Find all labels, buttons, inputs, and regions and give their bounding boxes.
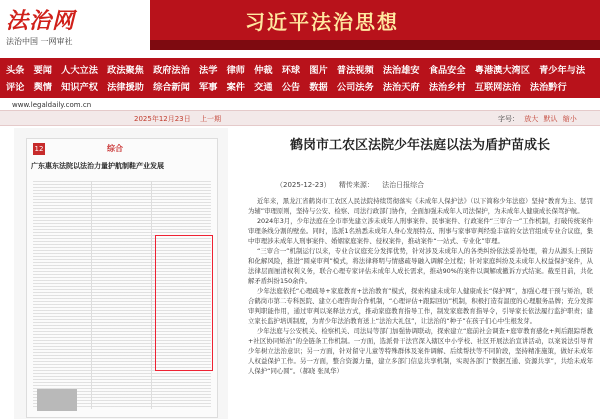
page-photo xyxy=(37,389,77,411)
nav-item[interactable]: 公司法务 xyxy=(336,82,374,93)
main-nav xyxy=(0,58,600,98)
page-thumbnail-panel xyxy=(14,128,228,419)
article-author: 精传来源： xyxy=(338,181,374,189)
nav-item[interactable]: 图片 xyxy=(309,65,328,76)
nav-item[interactable]: 青少年与法 xyxy=(539,65,586,76)
article-paragraph: 少年法庭依托“心理疏导+家庭教育+法治教育”模式，探索构建未成年人健康成长“保护网”，加强心理干预与矫治，联合鹤岗市第二专科医院、建立心理咨询合作机制，“心理评估+跟踪回访”机制，积极打造有温度的心理服务品牌；充分发挥审判职能作用，通过审判以案释法方式，推动家庭教育指导工作，制发家庭教育指导令，引导家长依法履行监护职责；建立家长监护培训制度，为青少年法治教育送上“法治大礼包”，让法治的“种子”在孩子们心中生根发芽。 xyxy=(248,287,593,325)
site-logo[interactable]: 法治网 xyxy=(6,8,76,34)
prev-issue-link[interactable]: 上一期 xyxy=(200,115,221,123)
article-paragraph: 近年来，黑龙江省鹤岗市工农区人民法院持续贯彻落实《未成年人保护法》（以下简称少年法庭）坚持“教育为主、惩罚为辅”审理原则，坚持与公安、检察、司法行政部门协作，全面加强未成年人司法保护，为未成年人健康成长保驾护航。 xyxy=(248,197,593,215)
page-section: 综合 xyxy=(107,144,123,153)
article-body xyxy=(248,196,593,376)
article-source: 法治日报综合 xyxy=(382,181,425,189)
nav-item[interactable]: 公告 xyxy=(281,82,301,93)
issue-date[interactable]: 2025年12月23日 xyxy=(134,115,191,123)
nav-item[interactable]: 互联网法治 xyxy=(474,82,521,93)
site-slogan: 法治中国 一网审社 xyxy=(6,37,73,46)
date-bar xyxy=(0,110,600,126)
article-title: 鹤岗市工农区法院少年法庭以法为盾护苗成长 xyxy=(289,138,550,153)
font-enlarge-link[interactable]: 放大 xyxy=(524,115,539,123)
nav-item[interactable]: 政府法治 xyxy=(153,65,190,76)
newspaper-page-scan[interactable] xyxy=(26,138,218,418)
nav-item[interactable]: 法治雄安 xyxy=(382,65,420,76)
nav-item[interactable]: 法学 xyxy=(199,65,218,76)
nav-item[interactable]: 军事 xyxy=(199,82,218,93)
nav-row-1 xyxy=(6,62,591,78)
font-size-control xyxy=(498,114,577,124)
banner-title: 习近平法治思想 xyxy=(245,10,399,34)
nav-item[interactable]: 评论 xyxy=(6,82,25,93)
nav-item[interactable]: 仲裁 xyxy=(254,65,273,76)
nav-item[interactable]: 要闻 xyxy=(33,65,52,76)
article-paragraph: 2024年3月，少年法庭在全市率先建立涉未成年人刑事案件、民事案件、行政案件“三审合一”工作机制，打破传统案件审理条线分割的壁垒。同时，选派1名熟悉未成年人身心发展特点、刑事与家事审判经验丰富的女法官组成专业合议庭，集中审理涉未成年人刑事案件、婚姻家庭案件、侵权案件，推动案件“一站式、专业化”审理。 xyxy=(248,217,593,245)
article xyxy=(236,128,598,419)
nav-item[interactable]: 头条 xyxy=(6,65,25,76)
article-paragraph: 少年法庭与公安机关、检察机关、司法局等部门加强协调联动，探索建立“庭前社会调查+庭审教育感化+判后跟踪帮教+社区协同矫治”的全链条工作机制。一方面，选派骨干法官深入辖区中小学校、社区开展法治宣讲活动，以案说法引导青少年树立法治意识；另一方面，针对留守儿童等特殊群体及案件调解、后续帮扶等不同阶段，坚持精准施策，做好未成年人权益保护工作。另一方面，整合资源力量，建立多部门信息共享机制，实现各部门“数据互通、资源共享”，共绘未成年人保护“同心圆”。（郝晓 张凤华） xyxy=(248,327,593,375)
article-date: （2025-12-23） xyxy=(276,181,331,189)
url-bar xyxy=(0,98,600,110)
nav-item[interactable]: 食品安全 xyxy=(428,65,466,76)
font-shrink-link[interactable]: 缩小 xyxy=(562,115,577,123)
nav-item[interactable]: 政法聚焦 xyxy=(107,65,144,76)
nav-item[interactable]: 综合新闻 xyxy=(153,82,190,93)
nav-item[interactable]: 律师 xyxy=(226,65,245,76)
page-column-divider xyxy=(91,181,92,409)
banner[interactable] xyxy=(150,0,600,40)
font-default-link[interactable]: 默认 xyxy=(543,115,558,123)
nav-item[interactable]: 法治天府 xyxy=(382,82,420,93)
nav-item[interactable]: 知识产权 xyxy=(61,82,98,93)
page-headline: 广东惠东法院以法治力量护航制鞋产业发展 xyxy=(31,162,164,170)
nav-item[interactable]: 粤港澳大湾区 xyxy=(474,65,530,76)
page-column-divider xyxy=(151,181,152,409)
article-paragraph: “三审合一”机制运行以来，专业合议庭充分发挥优势，针对涉及未成年人的各类纠纷依法妥善处理，着力从源头上预防和化解风险，推进“圆桌审判”模式，将法律释明与情感疏导融入调解全过程；针对家庭纠纷及未成年人权益保护案件，从法律层面厘清权利义务，联合心理专家评估未成年人成长需求，推动90%的案件以调解或撤诉方式结案。截至目前，共化解矛盾纠纷150余件。 xyxy=(248,247,593,285)
site-url[interactable]: www.legaldaily.com.cn xyxy=(12,101,92,109)
nav-item[interactable]: 人大立法 xyxy=(61,65,98,76)
article-meta xyxy=(276,180,430,190)
font-size-label: 字号： xyxy=(498,115,519,123)
nav-item[interactable]: 舆情 xyxy=(33,82,52,93)
nav-item[interactable]: 交通 xyxy=(254,82,273,93)
nav-item[interactable]: 案件 xyxy=(226,82,245,93)
page-number: 12 xyxy=(34,145,44,153)
banner-strip xyxy=(150,40,600,50)
selected-article-highlight[interactable] xyxy=(155,235,213,371)
site-header xyxy=(0,0,600,58)
nav-item[interactable]: 普法视频 xyxy=(336,65,374,76)
nav-item[interactable]: 环球 xyxy=(281,65,301,76)
nav-item[interactable]: 法律援助 xyxy=(107,82,144,93)
nav-item[interactable]: 法治乡村 xyxy=(428,82,466,93)
nav-item[interactable]: 法治黔行 xyxy=(529,82,567,93)
nav-item[interactable]: 数据 xyxy=(309,82,328,93)
nav-row-2 xyxy=(6,79,573,95)
